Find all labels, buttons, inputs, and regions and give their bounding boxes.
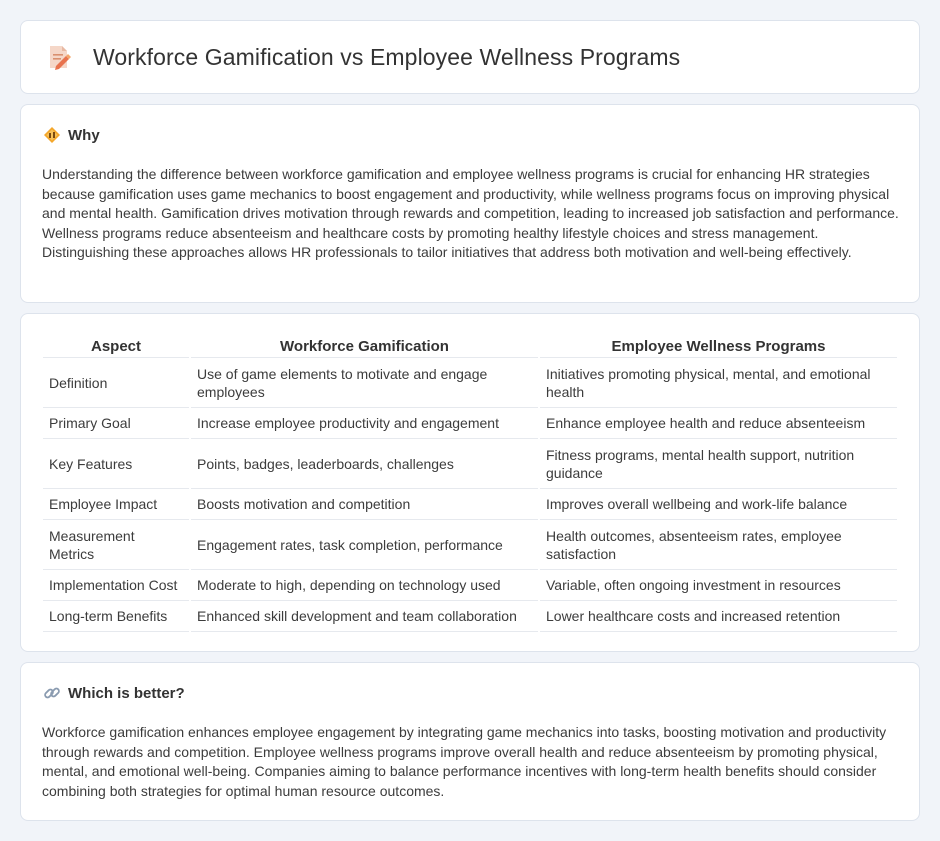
column-header-wellness: Employee Wellness Programs [540,334,897,358]
table-row [43,358,897,408]
diamond-sign-icon [43,126,61,144]
wellness-cell: Improves overall wellbeing and work-life balance [540,489,897,520]
table-row [43,408,897,439]
better-text: Workforce gamification enhances employee engagement by integrating game mechanics into tasks, boosting motivation and productivity through rewards and competition. Employee wellness programs improve overall health and reduce absenteeism by promoting physical, mental, and emotional well-being. Companies aiming to balance performance incentives with long-term health benefits should consider combining both strategies for optimal human resource outcomes. [42,724,887,799]
why-card [20,104,920,303]
header-card [20,20,920,94]
comparison-table [41,334,899,632]
column-header-gamification: Workforce Gamification [191,334,538,358]
aspect-cell: Primary Goal [43,408,189,439]
table-header-row [43,334,897,358]
document-pencil-icon [45,43,73,71]
column-header-aspect: Aspect [43,334,189,358]
wellness-cell: Fitness programs, mental health support, nutrition guidance [540,439,897,489]
table-row [43,601,897,632]
gamification-cell: Enhanced skill development and team collaboration [191,601,538,632]
table-row [43,520,897,570]
comparison-card [20,313,920,652]
table-row [43,570,897,601]
page-title: Workforce Gamification vs Employee Wellness Programs [93,43,681,70]
table-row [43,439,897,489]
gamification-cell: Moderate to high, depending on technology used [191,570,538,601]
title-row [45,43,680,71]
which-is-better-card [20,662,920,821]
link-icon [43,684,61,702]
aspect-cell: Implementation Cost [43,570,189,601]
better-heading [43,684,185,702]
why-text: Understanding the difference between workforce gamification and employee wellness programs is crucial for enhancing HR strategies because gamification uses game mechanics to boost engagement and productivity, while wellness programs focus on improving physical and mental health. Gamification drives motivation through rewards and competition, leading to increased job satisfaction and performance. Wellness programs reduce absenteeism and healthcare costs by promoting healthy lifestyle choices and stress management. Distinguishing these approaches allows HR professionals to tailor initiatives that address both motivation and well-being effectively. [42,166,899,260]
aspect-cell: Key Features [43,439,189,489]
aspect-cell: Employee Impact [43,489,189,520]
wellness-cell: Initiatives promoting physical, mental, and emotional health [540,358,897,408]
aspect-cell: Long-term Benefits [43,601,189,632]
wellness-cell: Lower healthcare costs and increased retention [540,601,897,632]
why-heading [43,126,100,144]
wellness-cell: Variable, often ongoing investment in resources [540,570,897,601]
why-title: Why [68,126,100,144]
better-title: Which is better? [68,684,185,702]
table-row [43,489,897,520]
aspect-cell: Definition [43,358,189,408]
gamification-cell: Use of game elements to motivate and engage employees [191,358,538,408]
gamification-cell: Increase employee productivity and engagement [191,408,538,439]
wellness-cell: Health outcomes, absenteeism rates, employee satisfaction [540,520,897,570]
gamification-cell: Boosts motivation and competition [191,489,538,520]
gamification-cell: Points, badges, leaderboards, challenges [191,439,538,489]
wellness-cell: Enhance employee health and reduce absenteeism [540,408,897,439]
gamification-cell: Engagement rates, task completion, performance [191,520,538,570]
aspect-cell: Measurement Metrics [43,520,189,570]
